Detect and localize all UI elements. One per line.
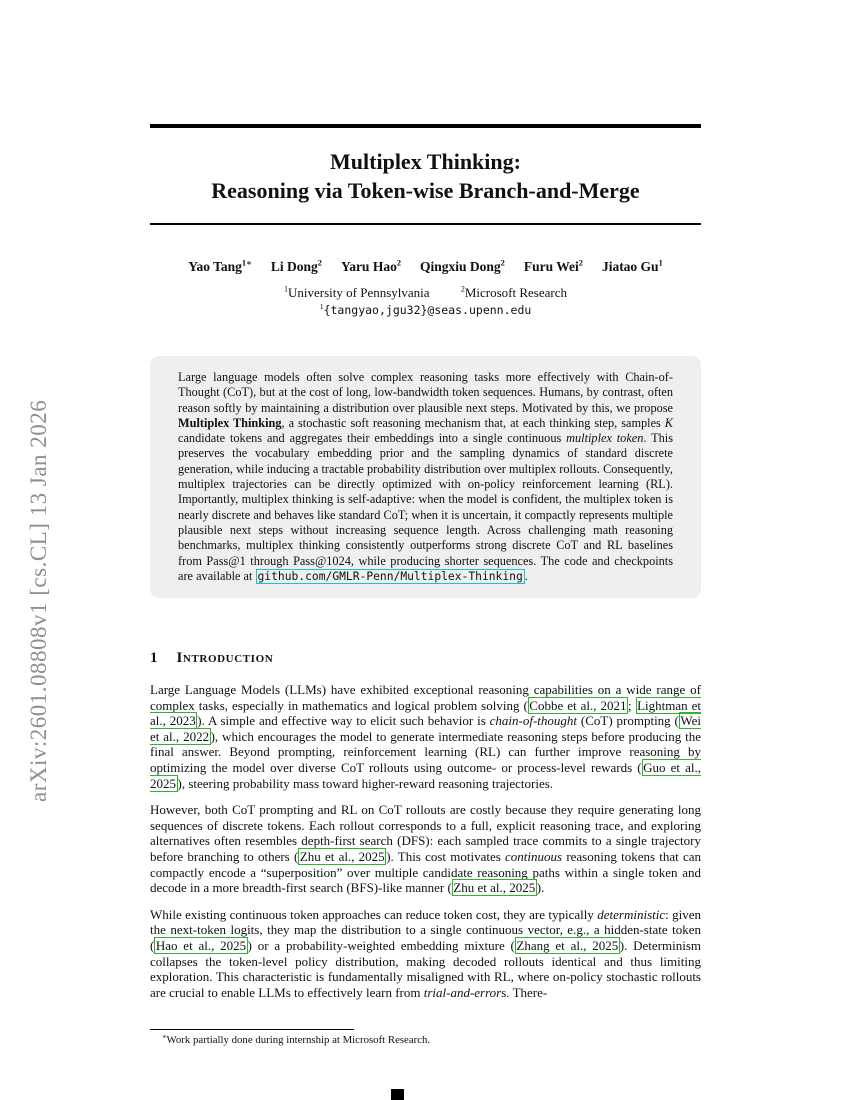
author (188, 259, 252, 275)
author-superscript: 2 (317, 258, 322, 268)
citation-link[interactable]: Zhu et al., 2025 (453, 880, 536, 896)
author-name: Li Dong (270, 259, 318, 274)
footnote-text: Work partially done during internship at Microsoft Research. (166, 1034, 431, 1046)
italic-text: continuous (505, 848, 563, 864)
section-number: 1 (150, 650, 158, 666)
author (271, 259, 322, 275)
arxiv-watermark: arXiv:2601.08808v1 [cs.CL] 13 Jan 2026 (26, 399, 51, 802)
author-superscript: 2 (578, 258, 583, 268)
title-rule-bottom (150, 223, 701, 225)
page-edge-mark (391, 1089, 404, 1100)
title-rule-top (150, 124, 701, 128)
author-name: Yao Tang (188, 259, 242, 274)
title-line-1: Multiplex Thinking: (330, 149, 521, 174)
citation-link[interactable]: Zhu et al., 2025 (299, 848, 385, 864)
paragraph-3: While existing continuous token approaches can reduce token cost, they are typically deterministic: given the next-token logits, they map the distribution to a single continuous vector, e.g., a hidden-state token ( Hao et al., 2025 ) or a probability-weighted embedding mixture ( Zhang et al., 2025 ). Determinism collapses the token-level policy distribution, making decoded rollouts identical and thus limiting exploration. This characteristic is fundamentally misaligned with RL, where on-policy stochastic rollouts are crucial to enable LLMs to effectively learn from trial-and-errors. There- (150, 906, 702, 1000)
affiliation-list (150, 285, 701, 301)
email-address: {tangyao,jgu32}@seas.upenn.edu (323, 303, 532, 317)
affiliation-name: University of Pennsylvania (288, 285, 430, 300)
affiliation (284, 285, 430, 300)
section-heading (150, 650, 701, 667)
title-line-2: Reasoning via Token-wise Branch-and-Merge (211, 178, 640, 203)
bold-text: Multiplex Thinking (178, 415, 282, 430)
citation-link[interactable]: Lightman et al., 2023 (150, 697, 701, 729)
italic-text: multiplex token (566, 431, 644, 446)
paper-body (150, 650, 701, 1011)
paragraph-1: Large Language Models (LLMs) have exhibited exceptional reasoning capabilities on a wide range of complex tasks, especially in mathematics and logical problem solving ( Cobbe et al., 2021 ; Lightman et al., 2023 ). A simple and effective way to elicit such behavior is chain-of-thought (CoT) prompting ( Wei et al., 2022 ), which encourages the model to generate intermediate reasoning steps before producing the final answer. Beyond prompting, reinforcement learning (RL) can further improve reasoning by optimizing the model over diverse CoT rollouts using outcome- or process-level rewards ( Guo et al., 2025 ), steering probability mass toward higher-reward reasoning trajectories. (150, 682, 702, 791)
affiliation-superscript: 2 (460, 284, 465, 294)
author-name: Yaru Hao (340, 259, 397, 274)
author-superscript: 1∗ (241, 258, 252, 268)
citation-link[interactable]: Cobbe et al., 2021 (529, 697, 627, 713)
footnote (150, 1034, 701, 1046)
footnote-rule (150, 1029, 354, 1030)
author (341, 259, 401, 275)
affiliation-name: Microsoft Research (464, 285, 568, 300)
paragraph-2: However, both CoT prompting and RL on CoT rollouts are costly because they require generating long sequences of discrete tokens. Each rollout corresponds to a full, explicit reasoning trace, and exploring alternatives often resembles depth-first search (DFS): each sampled trace commits to a single trajectory before branching to others ( Zhu et al., 2025 ). This cost motivates continuous reasoning tokens that can compactly encode a “superposition” over multiple candidate reasoning paths within a single token and decode in a more breadth-first search (BFS)-like manner ( Zhu et al., 2025 ). (150, 802, 702, 896)
affiliation (461, 285, 567, 300)
author-name: Qingxiu Dong (420, 259, 501, 274)
abstract-text: Large language models often solve complex reasoning tasks more effectively with Chain-of-Thought (CoT), but at the cost of long, low-bandwidth token sequences. Humans, by contrast, often reason softly by maintaining a distribution over plausible next steps. Motivated by this, we propose Multiplex Thinking, a stochastic soft reasoning mechanism that, at each thinking step, samples K candidate tokens and aggregates their embeddings into a single continuous multiplex token. This preserves the vocabulary embedding prior and the sampling dynamics of standard discrete generation, while inducing a tractable probability distribution over multiplex rollouts. Consequently, multiplex trajectories can be directly optimized with on-policy reinforcement learning (RL). Importantly, multiplex thinking is self-adaptive: when the model is confident, the multiplex token is nearly discrete and behaves like standard CoT; when it is uncertain, it compactly represents multiple plausible next steps without increasing sequence length. Across challenging math reasoning benchmarks, multiplex thinking consistently outperforms strong discrete CoT and RL baselines from Pass@1 through Pass@1024, while producing shorter sequences. The code and checkpoints are available at github.com/GMLR-Penn/Multiplex-Thinking . (178, 370, 673, 583)
italic-text: trial-and-error (423, 984, 502, 1000)
email-superscript: 1 (319, 301, 324, 311)
abstract-box (150, 356, 701, 598)
section-label: Introduction (176, 650, 274, 666)
italic-text: chain-of-thought (489, 713, 578, 729)
italic-text: K (664, 415, 673, 430)
author-superscript: 2 (500, 258, 505, 268)
external-link[interactable]: github.com/GMLR-Penn/Multiplex-Thinking (257, 569, 523, 583)
citation-link[interactable]: Hao et al., 2025 (155, 937, 247, 953)
citation-link[interactable]: Wei et al., 2022 (150, 713, 701, 744)
paper-title (150, 147, 701, 205)
author (602, 259, 663, 275)
italic-text: deterministic (597, 906, 666, 922)
author-name: Jiatao Gu (601, 259, 659, 274)
citation-link[interactable]: Guo et al., 2025 (150, 759, 701, 791)
author (524, 259, 583, 275)
author-list (150, 259, 701, 275)
footnote-marker: ∗ (162, 1033, 167, 1041)
author-superscript: 2 (396, 258, 402, 268)
affiliation-superscript: 1 (283, 284, 289, 294)
author (420, 259, 505, 275)
contact-email (150, 303, 701, 318)
author-superscript: 1 (658, 258, 663, 268)
author-name: Furu Wei (523, 259, 579, 274)
citation-link[interactable]: Zhang et al., 2025 (516, 937, 619, 953)
